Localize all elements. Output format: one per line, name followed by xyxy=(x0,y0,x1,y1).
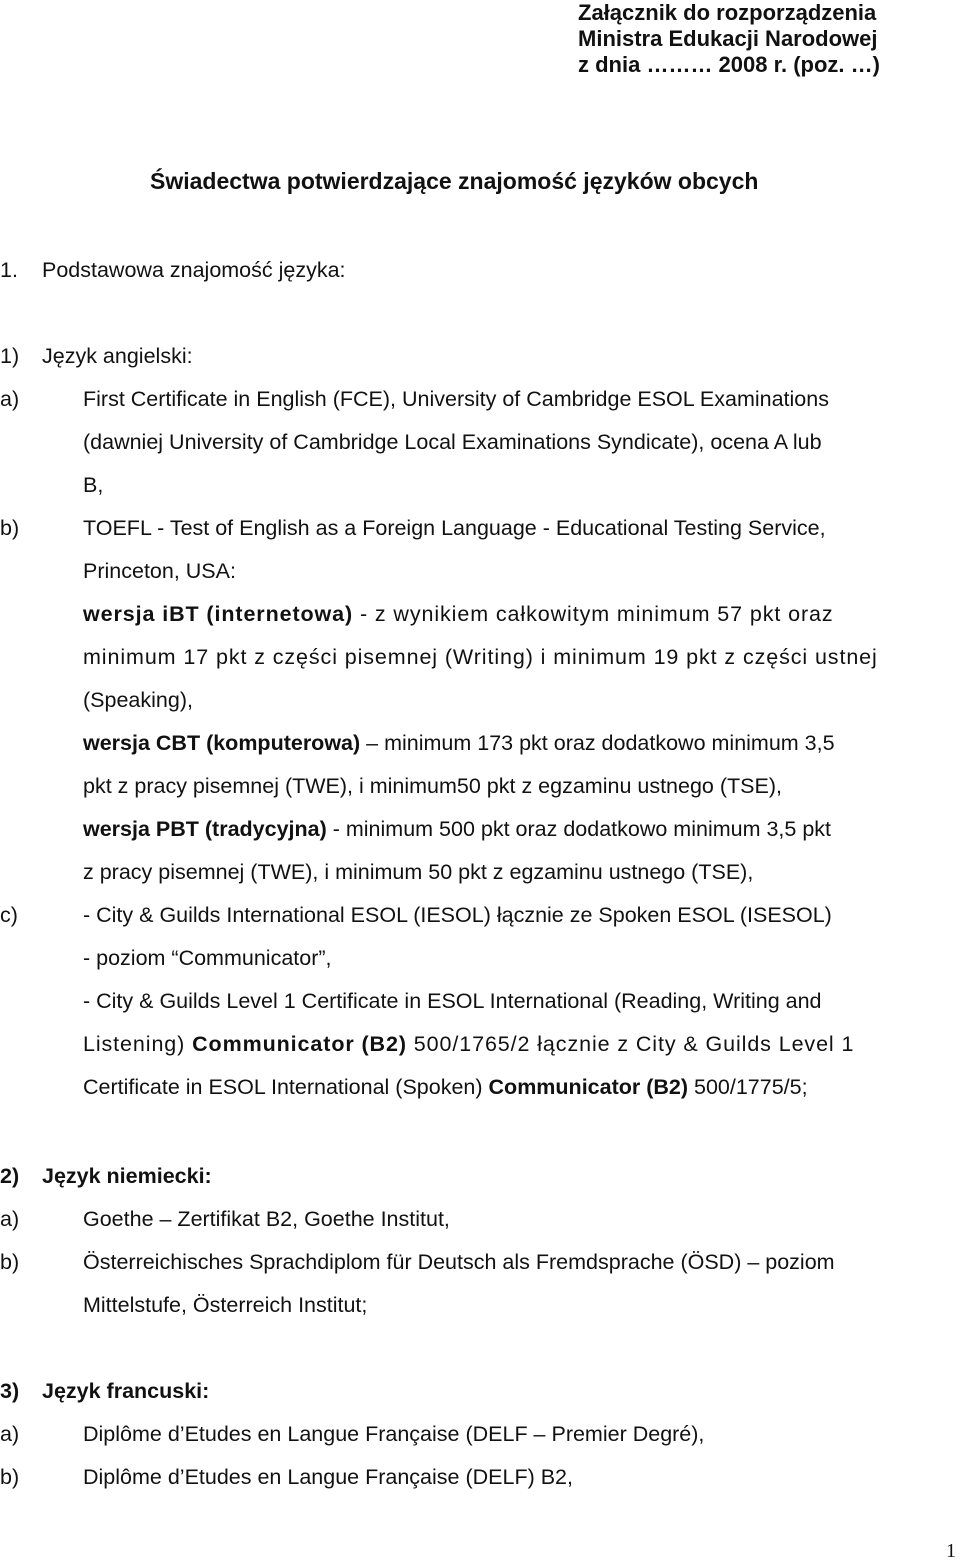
item-marker: c) xyxy=(0,903,18,927)
item-marker: b) xyxy=(0,1250,20,1274)
text-line: TOEFL - Test of English as a Foreign Language - Educational Testing Service, xyxy=(83,516,826,540)
text-line: First Certificate in English (FCE), University of Cambridge ESOL Examinations xyxy=(83,387,829,411)
section-number: 1. xyxy=(0,258,18,282)
text-run: - z wynikiem całkowitym minimum 57 pkt oraz xyxy=(353,602,834,626)
bold-term: Communicator (B2) xyxy=(192,1032,407,1056)
text-run: – minimum 173 pkt oraz dodatkowo minimum 3,5 xyxy=(360,731,835,755)
page-title: Świadectwa potwierdzające znajomość języków obcych xyxy=(150,168,759,194)
text-line: Österreichisches Sprachdiplom für Deutsch als Fremdsprache (ÖSD) – poziom xyxy=(83,1250,835,1274)
text-line: (Speaking), xyxy=(83,688,193,712)
text-line: - City & Guilds Level 1 Certificate in ESOL International (Reading, Writing and xyxy=(83,989,822,1013)
bold-term: wersja PBT (tradycyjna) xyxy=(83,817,327,841)
text-line: Diplôme d’Etudes en Langue Française (DELF) B2, xyxy=(83,1465,573,1489)
text-line: Goethe – Zertifikat B2, Goethe Institut, xyxy=(83,1207,450,1231)
list-number: 3) xyxy=(0,1379,20,1403)
text-run: - minimum 500 pkt oraz dodatkowo minimum 3,5 pkt xyxy=(326,817,832,841)
text-line: Mittelstufe, Österreich Institut; xyxy=(83,1293,368,1317)
header-line-1: Załącznik do rozporządzenia xyxy=(578,0,877,25)
section-heading: Podstawowa znajomość języka: xyxy=(42,258,346,282)
header-line-2: Ministra Edukacji Narodowej xyxy=(578,26,878,51)
text-line: Diplôme d’Etudes en Langue Française (DELF – Premier Degré), xyxy=(83,1422,705,1446)
text-line: - City & Guilds International ESOL (IESOL) łącznie ze Spoken ESOL (ISESOL) xyxy=(83,903,832,927)
item-marker: a) xyxy=(0,387,20,411)
text-line: minimum 17 pkt z części pisemnej (Writing) i minimum 19 pkt z części ustnej xyxy=(83,645,878,669)
text-line xyxy=(83,731,835,756)
item-marker: b) xyxy=(0,1465,20,1489)
text-line: z pracy pisemnej (TWE), i minimum 50 pkt z egzaminu ustnego (TSE), xyxy=(83,860,754,884)
text-line: pkt z pracy pisemnej (TWE), i minimum50 pkt z egzaminu ustnego (TSE), xyxy=(83,774,782,798)
list-number: 1) xyxy=(0,344,20,368)
text-line xyxy=(83,1075,808,1100)
bold-term: wersja CBT (komputerowa) xyxy=(83,731,361,755)
page-number: 1 xyxy=(946,1540,956,1562)
list-number: 2) xyxy=(0,1164,20,1188)
list-heading: Język francuski: xyxy=(42,1379,210,1403)
list-heading: Język angielski: xyxy=(42,344,193,368)
text-line xyxy=(83,602,834,627)
text-run: Certificate in ESOL International (Spoken) xyxy=(83,1075,489,1099)
item-marker: b) xyxy=(0,516,20,540)
text-run: Listening) xyxy=(83,1032,193,1056)
text-line xyxy=(83,817,831,842)
list-heading: Język niemiecki: xyxy=(42,1164,212,1188)
text-run: 500/1775/5; xyxy=(688,1075,808,1099)
bold-term: Communicator (B2) xyxy=(488,1075,689,1099)
text-run: 500/1765/2 łącznie z City & Guilds Level 1 xyxy=(406,1032,855,1056)
header-line-3: z dnia ……… 2008 r. (poz. …) xyxy=(578,52,880,77)
text-line: - poziom “Communicator”, xyxy=(83,946,332,970)
text-line: B, xyxy=(83,473,104,497)
text-line: (dawniej University of Cambridge Local Examinations Syndicate), ocena A lub xyxy=(83,430,822,454)
text-line: Princeton, USA: xyxy=(83,559,236,583)
item-marker: a) xyxy=(0,1422,20,1446)
bold-term: wersja iBT (internetowa) xyxy=(83,602,354,626)
item-marker: a) xyxy=(0,1207,20,1231)
text-line xyxy=(83,1032,854,1057)
